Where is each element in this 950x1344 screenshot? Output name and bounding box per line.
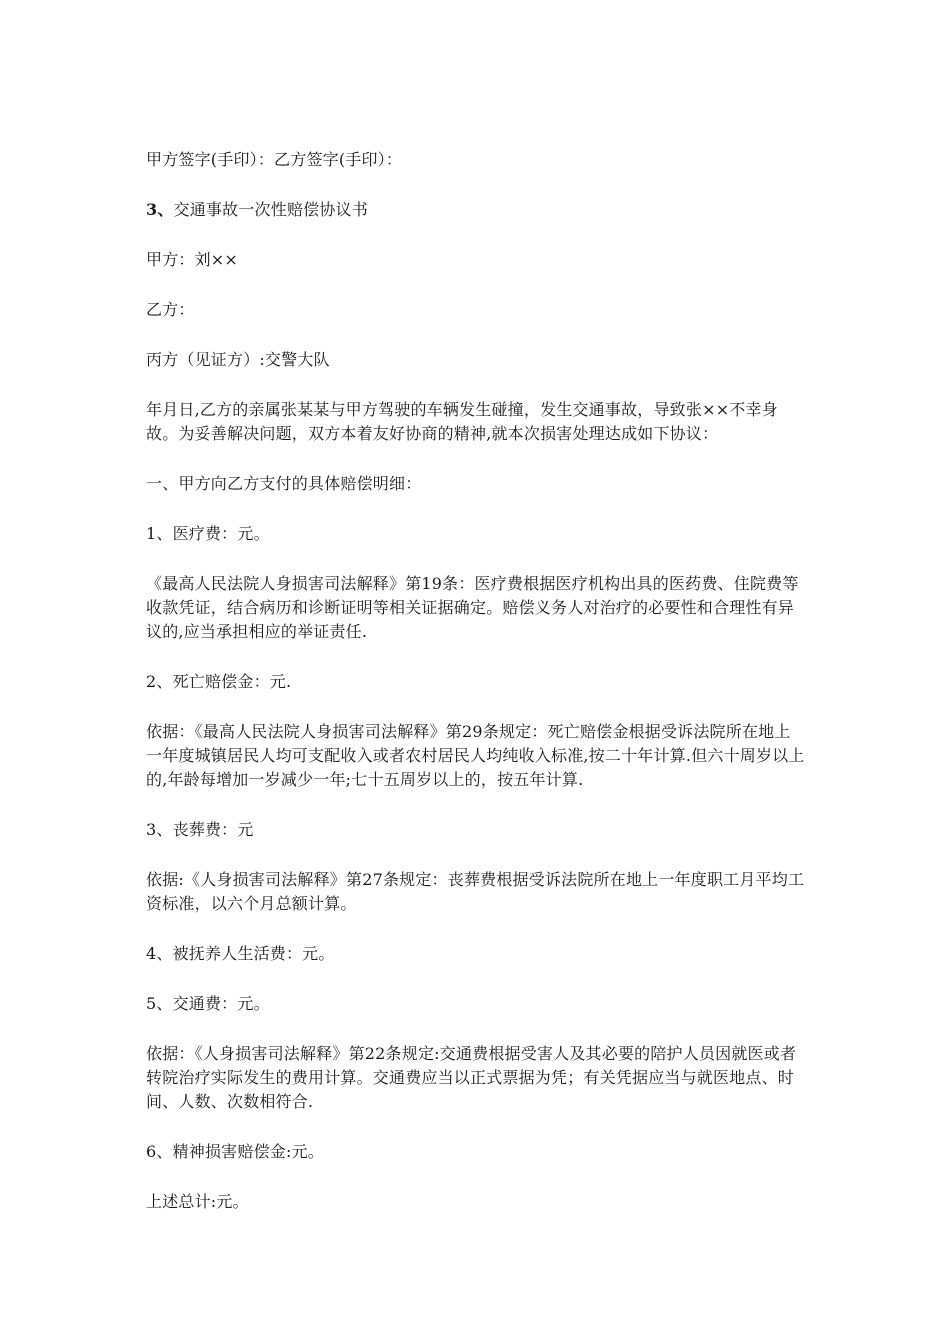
item-mental-damage: 6、精神损害赔偿金:元。	[146, 1142, 324, 1161]
item-death-compensation: 2、死亡赔偿金：元.	[146, 672, 292, 691]
document-body	[146, 148, 806, 1240]
item-transport: 5、交通费：元。	[146, 994, 270, 1013]
intro-paragraph: 年月日,乙方的亲属张某某与甲方驾驶的车辆发生碰撞，发生交通事故，导致张××不幸身故。为妥善解决问题，双方本着友好协商的精神,就本次损害处理达成如下协议：	[146, 400, 778, 443]
party-a: 甲方：刘××	[146, 250, 239, 269]
section-title: 交通事故一次性赔偿协议书	[173, 200, 368, 219]
item-transport-basis: 依据：《人身损害司法解释》第22条规定:交通费根据受害人及其必要的陪护人员因就医或者转院治疗实际发生的费用计算。交通费应当以正式票据为凭；有关凭据应当与就医地点、时间、人数、次数相符合.	[146, 1044, 797, 1111]
item-dependent-living: 4、被抚养人生活费：元。	[146, 944, 335, 963]
clause-one: 一、甲方向乙方支付的具体赔偿明细：	[146, 474, 422, 493]
item-death-compensation-basis: 依据：《最高人民法院人身损害司法解释》第29条规定：死亡赔偿金根据受诉法院所在地上一年度城镇居民人均可支配收入或者农村居民人均纯收入标准,按二十年计算.但六十周岁以上的,年龄每增加一岁减少一年;七十五周岁以上的，按五年计算.	[146, 722, 805, 789]
signature-line: 甲方签字(手印）：乙方签字(手印）：	[146, 150, 403, 169]
section-number: 3、	[146, 200, 174, 219]
total-line: 上述总计:元。	[146, 1192, 249, 1211]
item-medical: 1、医疗费：元。	[146, 524, 270, 543]
item-funeral-basis: 依据:《人身损害司法解释》第27条规定：丧葬费根据受诉法院所在地上一年度职工月平均工资标准，以六个月总额计算。	[146, 870, 805, 913]
party-c: 丙方（见证方）:交警大队	[146, 350, 330, 369]
section-heading	[146, 198, 806, 222]
item-medical-basis: 《最高人民法院人身损害司法解释》第19条：医疗费根据医疗机构出具的医药费、住院费等收款凭证，结合病历和诊断证明等相关证据确定。赔偿义务人对治疗的必要性和合理性有异议的,应当承担相应的举证责任.	[146, 574, 799, 641]
party-b: 乙方：	[146, 300, 195, 319]
item-funeral: 3、丧葬费：元	[146, 820, 254, 839]
